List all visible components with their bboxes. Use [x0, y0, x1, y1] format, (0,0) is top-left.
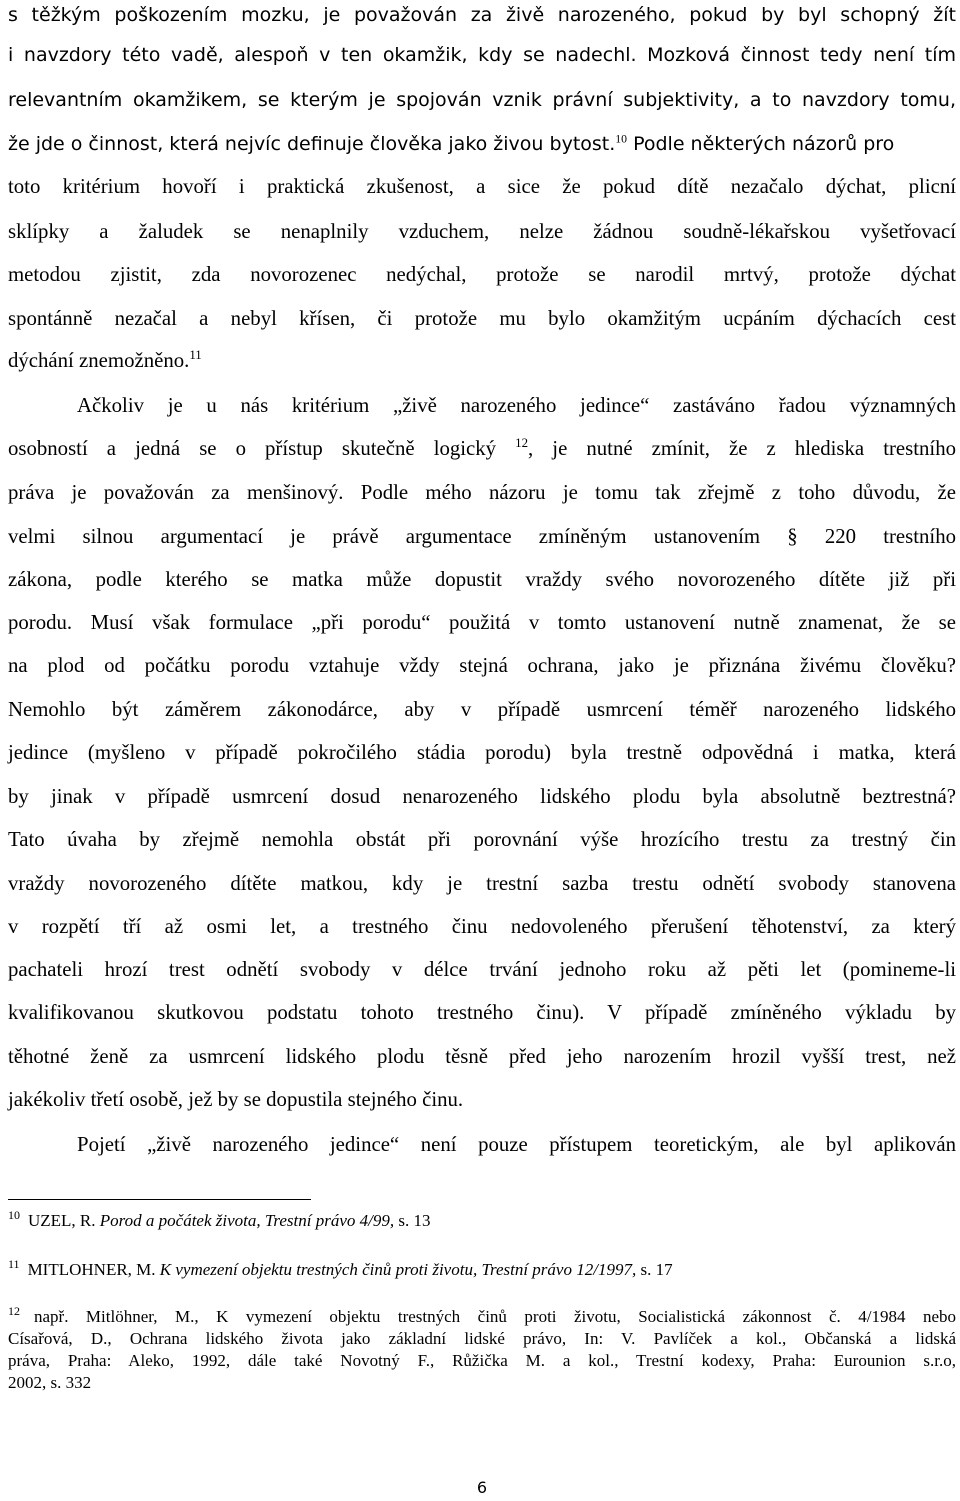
- footnote-number: 12: [8, 1304, 20, 1319]
- body-line: [8, 869, 956, 899]
- footnote-text: práva, Praha: Aleko, 1992, dále také Novotný F., Růžička M. a kol., Trestní kodexy, Praha: Eurounion s.r.o,: [8, 1351, 956, 1370]
- body-line: [8, 825, 956, 855]
- footnote-title: Porod a počátek života, Trestní právo 4/99,: [99, 1211, 395, 1230]
- body-line: [8, 912, 956, 942]
- body-text: metodou zjistit, zda novorozenec nedýchal, protože se narodil mrtvý, protože dýchat: [8, 263, 956, 286]
- footnote-ref-10[interactable]: 10: [615, 132, 628, 146]
- body-text: i navzdory této vadě, alespoň v ten okamžik, kdy se nadechl. Mozková činnost tedy není tím: [8, 44, 956, 66]
- body-text: práva je považován za menšinový. Podle mého názoru je tomu tak zřejmě z toho důvodu, že: [8, 481, 956, 504]
- body-line: [8, 0, 956, 30]
- body-line: [8, 1042, 956, 1072]
- body-text: spontánně nezačal a nebyl křísen, či protože mu bylo okamžitým ucpáním dýchacích cest: [8, 307, 956, 330]
- body-line: [8, 738, 956, 768]
- body-line: [8, 346, 956, 376]
- body-line: [8, 955, 956, 985]
- body-text: na plod od počátku porodu vztahuje vždy stejná ochrana, jako je přiznána živému člověku?: [8, 654, 956, 677]
- body-text: by jinak v případě usmrcení dosud nenarozeného lidského plodu byla absolutně beztrestná?: [8, 785, 956, 808]
- footnote-12: [8, 1306, 956, 1394]
- body-line: [8, 695, 956, 725]
- paragraph-first-line: [77, 1130, 956, 1160]
- body-line: [8, 478, 956, 508]
- body-line: [8, 651, 956, 681]
- footnote-ref-11[interactable]: 11: [189, 348, 202, 363]
- body-text: pachateli hrozí trest odnětí svobody v délce trvání jednoho roku až pěti let (pomineme-li: [8, 958, 956, 981]
- body-text: dýchání znemožněno.: [8, 349, 190, 372]
- body-line: [8, 998, 956, 1028]
- body-line: [8, 40, 956, 70]
- footnote-number: 11: [8, 1257, 20, 1272]
- footnote-11: [8, 1259, 956, 1281]
- body-text: těhotné ženě za usmrcení lidského plodu těsně před jeho narozením hrozil vyšší trest, než: [8, 1045, 956, 1068]
- body-text: toto kritérium hovoří i praktická zkušenost, a sice že pokud dítě nezačalo dýchat, plicní: [8, 175, 956, 198]
- body-line: [8, 782, 956, 812]
- body-text: v rozpětí tří až osmi let, a trestného činu nedovoleného přerušení těhotenství, za který: [8, 915, 956, 938]
- body-line: [8, 304, 956, 334]
- body-text: kvalifikovanou skutkovou podstatu tohoto trestného činu). V případě zmíněného výkladu by: [8, 1001, 956, 1024]
- body-line: [8, 172, 956, 202]
- footnote-ref-12[interactable]: 12: [515, 436, 529, 451]
- body-line: [8, 608, 956, 638]
- body-text: vraždy novorozeného dítěte matkou, kdy je trestní sazba trestu odnětí svobody stanovena: [8, 872, 956, 895]
- body-text: porodu. Musí však formulace „při porodu“ použitá v tomto ustanovení nutně znamenat, že se: [8, 611, 956, 634]
- body-text: , je nutné zmínit, že z hlediska trestního: [528, 437, 956, 460]
- body-text: Nemohlo být záměrem zákonodárce, aby v případě usmrcení téměř narozeného lidského: [8, 698, 956, 721]
- footnote-text: 2002, s. 332: [8, 1373, 92, 1392]
- body-line: [8, 260, 956, 290]
- body-text: že jde o činnost, která nejvíc definuje člověka jako živou bytost.: [8, 133, 616, 155]
- footnote-page: s. 17: [636, 1260, 673, 1279]
- footnote-author: MITLOHNER, M.: [27, 1260, 160, 1279]
- body-text: jedince (myšleno v případě pokročilého stádia porodu) byla trestně odpovědná i matka, která: [8, 741, 956, 764]
- body-text: Ačkoliv je u nás kritérium „živě narozeného jedince“ zastáváno řadou významných: [77, 394, 956, 417]
- footnote-title: K vymezení objektu trestných činů proti životu, Trestní právo 12/1997,: [159, 1260, 637, 1279]
- body-line: [8, 1085, 956, 1115]
- body-text: Tato úvaha by zřejmě nemohla obstát při porovnání výše hrozícího trestu za trestný čin: [8, 828, 956, 851]
- body-text: zákona, podle kterého se matka může dopustit vraždy svého novorozeného dítěte již při: [8, 568, 956, 591]
- body-line: [8, 129, 956, 159]
- body-line: [8, 522, 956, 552]
- footnote-separator: [8, 1199, 311, 1200]
- footnote-text: Císařová, D., Ochrana lidského života jako základní lidské právo, In: V. Pavlíček a kol., Občanská a lidská: [8, 1329, 956, 1348]
- footnote-text: např. Mitlöhner, M., K vymezení objektu trestných činů proti životu, Socialistická zákonnost č. 4/1984 nebo: [34, 1307, 956, 1326]
- body-text: relevantním okamžikem, se kterým je spojován vznik právní subjektivity, a to navzdory tomu,: [8, 89, 956, 111]
- body-text: s těžkým poškozením mozku, je považován za živě narozeného, pokud by byl schopný žít: [8, 4, 956, 26]
- footnote-page: s. 13: [394, 1211, 431, 1230]
- body-line: [8, 217, 956, 247]
- body-line: [8, 434, 956, 464]
- footnote-number: 10: [8, 1208, 20, 1223]
- footnote-author: UZEL, R.: [28, 1211, 100, 1230]
- body-text: velmi silnou argumentací je právě argumentace zmíněným ustanovením § 220 trestního: [8, 525, 956, 548]
- body-text: Pojetí „živě narozeného jedince“ není pouze přístupem teoretickým, ale byl aplikován: [77, 1133, 956, 1156]
- body-text: jakékoliv třetí osobě, jež by se dopustila stejného činu.: [8, 1088, 464, 1111]
- body-text: sklípky a žaludek se nenaplnily vzduchem, nelze žádnou soudně-lékařskou vyšetřovací: [8, 220, 956, 243]
- body-line: [8, 85, 956, 115]
- body-line: [8, 565, 956, 595]
- footnote-10: [8, 1210, 956, 1232]
- body-text: Podle některých názorů pro: [627, 133, 895, 155]
- page-number: 6: [476, 1478, 488, 1497]
- paragraph-first-line: [77, 391, 956, 421]
- body-text: osobností a jedná se o přístup skutečně logický: [8, 437, 497, 460]
